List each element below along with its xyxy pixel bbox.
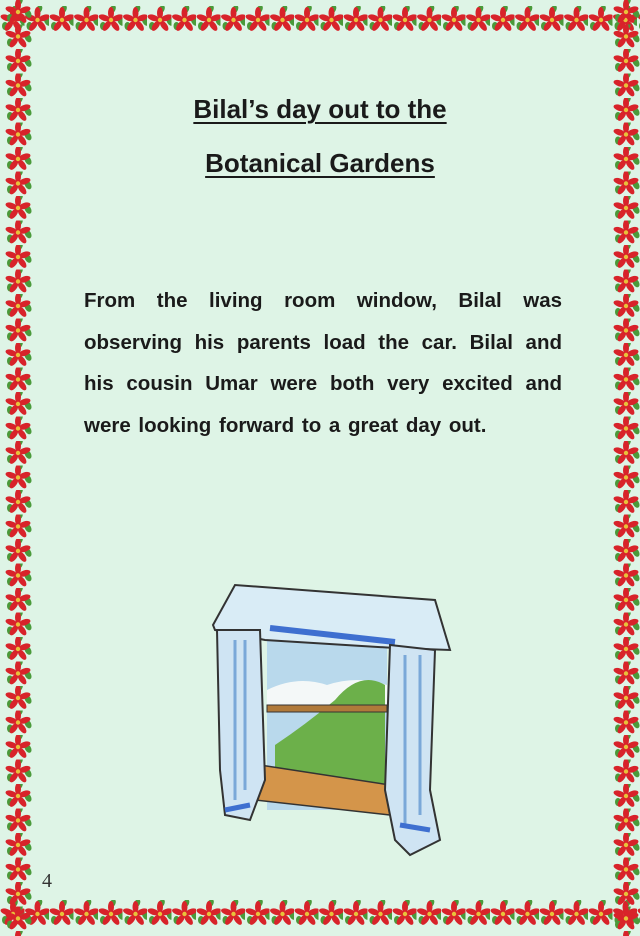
poinsettia-border-right [612,0,640,936]
poinsettia-border-top [0,6,640,34]
page-title-line-2: Botanical Gardens [205,148,435,178]
page-title-line-1: Bilal’s day out to the [193,94,447,124]
poinsettia-border-bottom [0,900,640,928]
page-number: 4 [42,870,52,892]
window-illustration [205,570,460,860]
story-paragraph: From the living room window, Bilal was observing his parents load the car. Bilal and his cousin Umar were both very excited and were looking forward to a great day out. [84,289,562,437]
poinsettia-border-left [4,0,32,936]
